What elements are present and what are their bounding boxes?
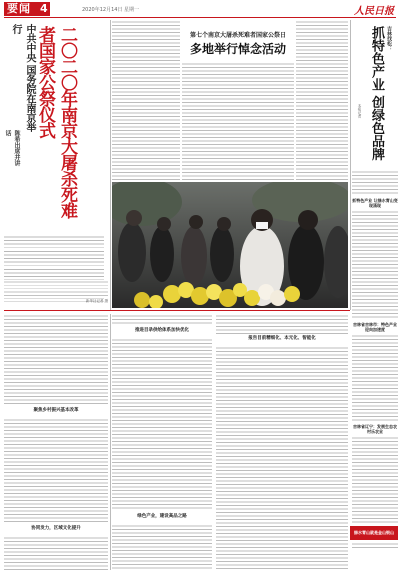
- bl-text-a: [4, 314, 108, 406]
- bc-text-d: [216, 314, 348, 334]
- bc-sub-1: 绿色产业，建设高品之路: [137, 514, 187, 519]
- center-text-left: [112, 20, 180, 180]
- bl-text-c: [4, 536, 108, 570]
- issue-date: 2020年12月14日 星期一: [82, 7, 140, 13]
- bc-text-a: [112, 314, 212, 326]
- bl-sub-2: 协同发力，区域文化提升: [31, 526, 81, 531]
- section-separator: [4, 310, 350, 311]
- lead-headline: 二〇二〇年南京大屠杀死难者国家公祭仪式: [35, 26, 77, 218]
- mid-sub-right: 报告目前精细化、本元化、智能化: [248, 336, 316, 341]
- bl-text-b: [4, 418, 108, 524]
- caption-text: [4, 280, 108, 298]
- masthead-rule: [4, 17, 396, 18]
- lead-kicker: 中共中央 国务院在南京举行: [10, 24, 35, 132]
- right-sub-2: 吉林省吉林市：特色产业迎向加速度: [353, 322, 397, 332]
- bc-text-c: [112, 524, 212, 570]
- mourning-photo-image: [112, 182, 348, 308]
- right-text-e: [352, 542, 398, 550]
- right-banner-label: 绿水青山就是金山银山: [354, 530, 394, 535]
- caption-credit: 新华社记者 摄: [85, 299, 108, 303]
- right-story: [352, 20, 398, 550]
- right-kicker: 吉林找松：: [386, 26, 392, 51]
- center-text-mid: [182, 62, 294, 180]
- mid-sub-left: 推进目录供给体系加快优化: [135, 328, 189, 333]
- lead-caption: [4, 280, 108, 308]
- bc-text-b: [112, 338, 212, 510]
- right-sub-1: 抓特色产业 让绿水青山变现涌现: [352, 198, 398, 208]
- bottom-center-story: [112, 314, 348, 570]
- right-text-c: [352, 334, 398, 422]
- bl-sub-1: 聚焦乡村振兴基本改革: [33, 408, 79, 413]
- column-divider: [110, 20, 111, 310]
- center-text-right: [296, 20, 348, 180]
- right-byline: 本报记者: [358, 104, 362, 118]
- bottom-left-story: [4, 314, 108, 570]
- mourning-photo: [112, 182, 348, 308]
- bc-text-e: [216, 346, 348, 570]
- center-story: [112, 20, 348, 180]
- column-divider-right: [350, 20, 351, 310]
- column-divider-bottom: [110, 314, 111, 570]
- lead-deck: 陈希出席并讲话: [4, 130, 20, 166]
- right-sub-3: 吉林省辽宁：发展生态农村乐农业: [353, 424, 397, 434]
- right-text-d: [352, 436, 398, 524]
- section-label: 要闻: [7, 2, 31, 15]
- paper-logo: 人民日报: [354, 6, 394, 17]
- right-text-a: [352, 170, 398, 196]
- lead-story: [4, 20, 108, 310]
- page-number: 4: [40, 2, 48, 15]
- center-headline: 多地举行悼念活动: [189, 42, 286, 56]
- right-headline: 抓特色产业 创绿色品牌: [369, 26, 384, 161]
- right-banner: [350, 526, 398, 540]
- masthead: [0, 0, 400, 18]
- right-text-b: [352, 210, 398, 320]
- center-kicker: 第七个南京大屠杀死难者国家公祭日: [189, 32, 286, 39]
